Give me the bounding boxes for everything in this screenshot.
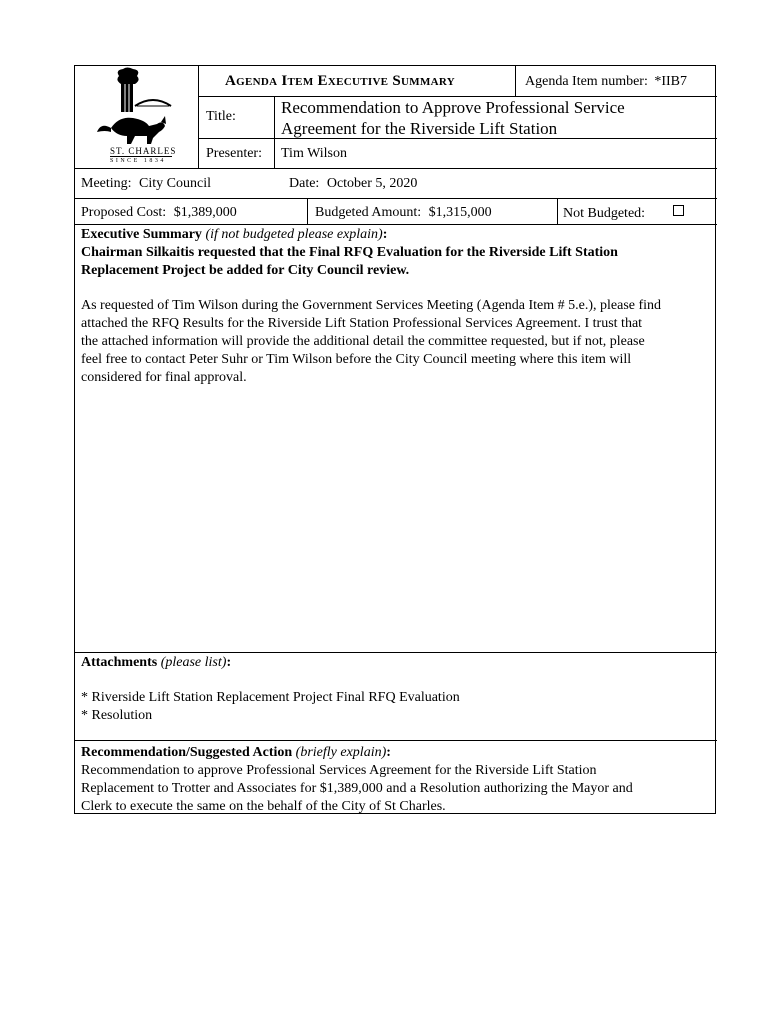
budgeted-amount-field — [315, 204, 492, 221]
executive-summary-colon: : — [382, 227, 388, 242]
attachments-colon: : — [226, 655, 232, 670]
cost-divider-2 — [557, 198, 558, 224]
presenter-label: Presenter: — [206, 146, 262, 161]
agenda-form — [74, 65, 716, 814]
city-logo — [75, 66, 198, 168]
date-value: October 5, 2020 — [326, 176, 418, 191]
proposed-cost-value: $1,389,000 — [173, 205, 237, 220]
form-title: Agenda Item Executive Summary — [225, 73, 455, 89]
summary-body-line4: feel free to contact Peter Suhr or Tim Wilson before the City Council meeting where this item will — [81, 352, 632, 367]
proposed-cost-field — [81, 204, 237, 221]
meeting-value: City Council — [139, 176, 211, 191]
agenda-item-number: *IIB7 — [654, 74, 688, 89]
meeting-row-top — [75, 168, 717, 169]
attachments-row-top — [75, 652, 717, 653]
agenda-number-divider — [515, 66, 516, 96]
recommendation-row-top — [75, 740, 717, 741]
attachment-item: * Resolution — [81, 708, 153, 723]
summary-bold-line2: Replacement Project be added for City Council review. — [81, 263, 410, 278]
summary-bold-line1: Chairman Silkaitis requested that the Final RFQ Evaluation for the Riverside Lift Station — [81, 245, 618, 260]
recommendation-line3: Clerk to execute the same on the behalf of the City of St Charles. — [81, 799, 446, 814]
title-label: Title: — [206, 109, 236, 124]
executive-summary-heading — [81, 226, 387, 243]
title-value-line2: Agreement for the Riverside Lift Station — [281, 119, 558, 138]
recommendation-note: (briefly explain) — [295, 745, 387, 760]
logo-top-text: ST. CHARLES — [110, 146, 177, 156]
title-value-line1: Recommendation to Approve Professional Service — [281, 98, 625, 117]
attachments-title: Attachments — [81, 655, 158, 670]
cost-row-top — [75, 198, 717, 199]
date-field — [289, 175, 417, 192]
budgeted-amount-label: Budgeted Amount: — [315, 205, 422, 220]
budgeted-amount-value: $1,315,000 — [428, 205, 492, 220]
title-label-divider — [274, 96, 275, 168]
not-budgeted-checkbox[interactable] — [673, 205, 684, 216]
proposed-cost-label: Proposed Cost: — [81, 205, 167, 220]
recommendation-colon: : — [386, 745, 391, 760]
cost-divider-1 — [307, 198, 308, 224]
logo-bottom-text: SINCE 1834 — [110, 158, 166, 164]
agenda-item-label-text: Agenda Item number: — [525, 74, 648, 89]
attachments-note: (please list) — [160, 655, 227, 670]
summary-body-line1: As requested of Tim Wilson during the Government Services Meeting (Agenda Item # 5.e.), please find — [81, 298, 662, 313]
summary-body-line5: considered for final approval. — [81, 370, 247, 385]
recommendation-title: Recommendation/Suggested Action — [81, 745, 293, 760]
meeting-field — [81, 175, 211, 192]
summary-body-line3: the attached information will provide the additional detail the committee requested, but if not, please — [81, 334, 645, 349]
summary-row-top — [75, 224, 717, 225]
recommendation-line2: Replacement to Trotter and Associates for $1,389,000 and a Resolution authorizing the Mayor and — [81, 781, 633, 796]
recommendation-line1: Recommendation to approve Professional Services Agreement for the Riverside Lift Station — [81, 763, 597, 778]
executive-summary-title: Executive Summary — [81, 227, 202, 242]
summary-body-line2: attached the RFQ Results for the Riverside Lift Station Professional Services Agreement. I trust that — [81, 316, 643, 331]
attachment-item: * Riverside Lift Station Replacement Project Final RFQ Evaluation — [81, 690, 460, 705]
presenter-value: Tim Wilson — [281, 146, 347, 161]
logo-divider-vertical — [198, 66, 199, 168]
attachments-heading — [81, 654, 231, 671]
executive-summary-note: (if not budgeted please explain) — [205, 227, 383, 242]
recommendation-heading — [81, 744, 391, 761]
not-budgeted-label: Not Budgeted: — [563, 206, 646, 221]
agenda-item-label — [525, 73, 687, 90]
date-label: Date: — [289, 176, 320, 191]
meeting-label: Meeting: — [81, 176, 132, 191]
